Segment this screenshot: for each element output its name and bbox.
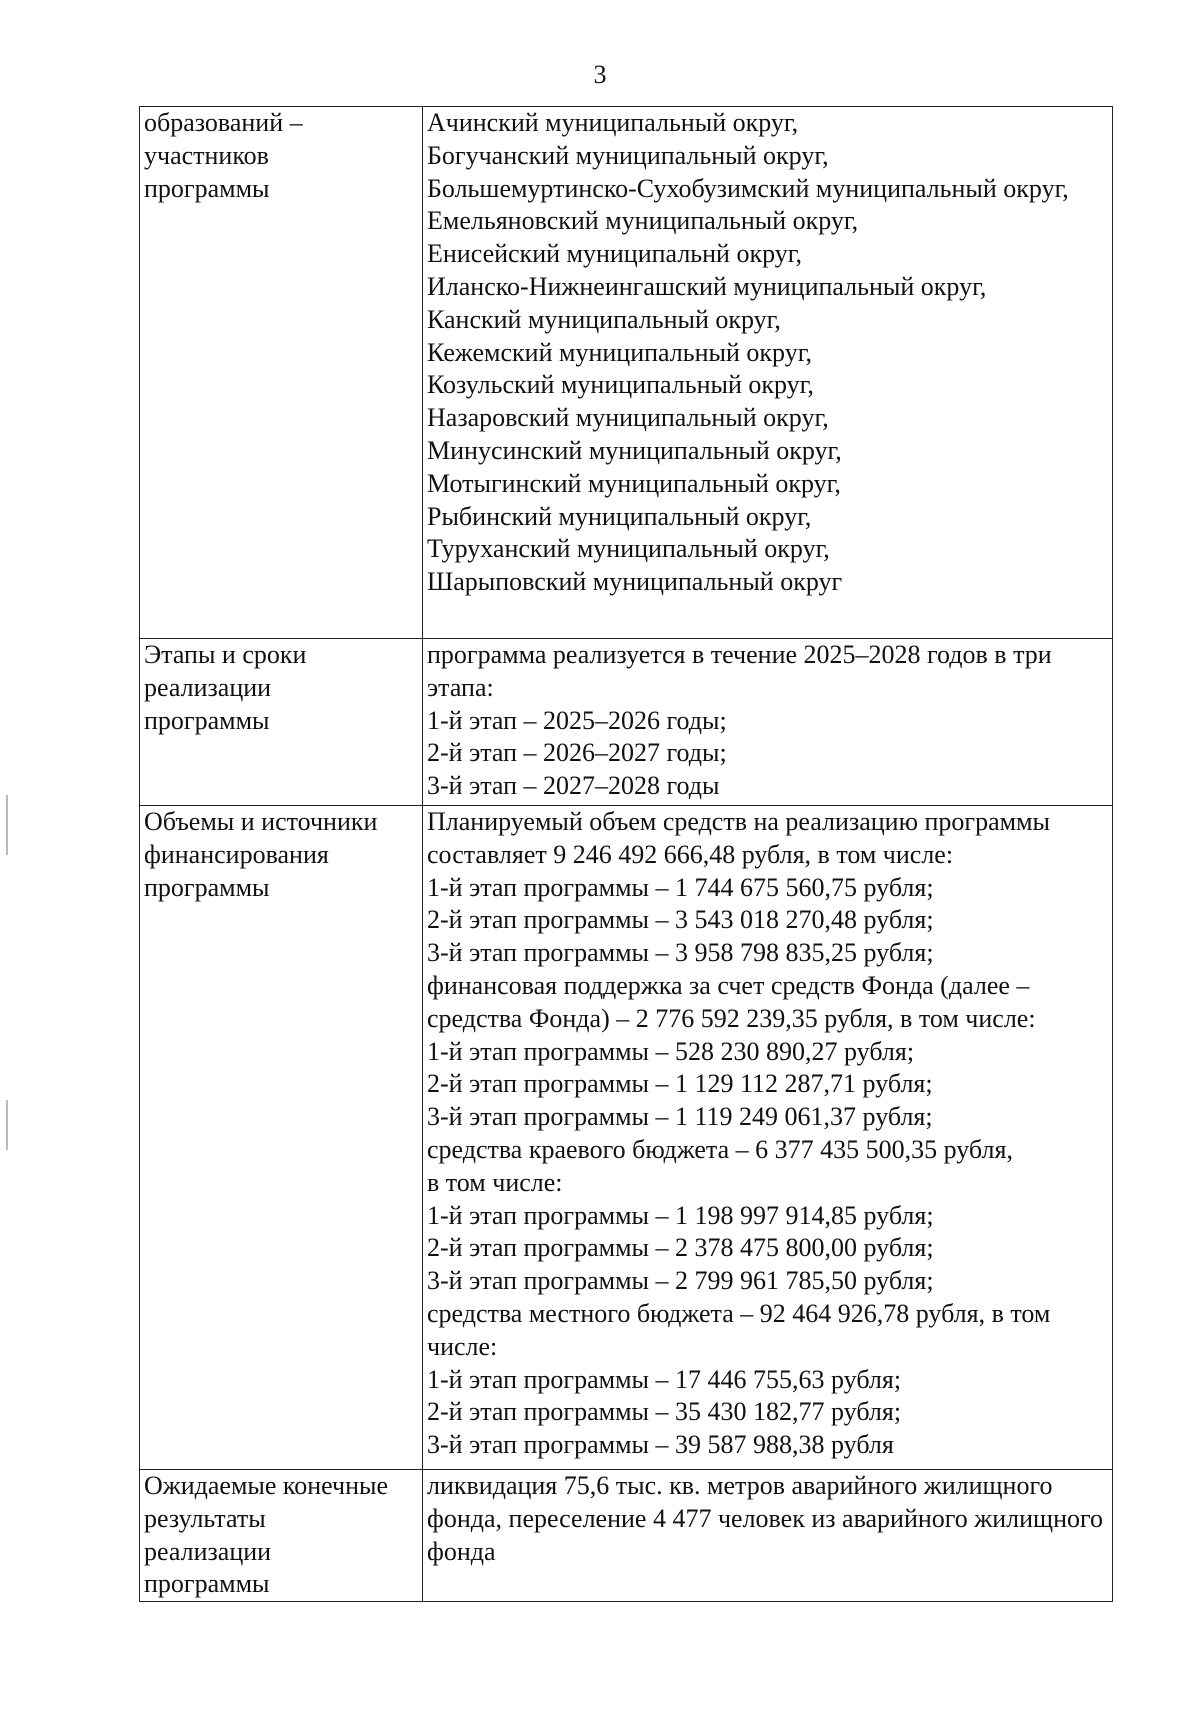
stage-item: 1-й этап – 2025–2026 годы;	[427, 705, 727, 735]
fund-source: финансовая поддержка за счет средств Фонда (далее – средства Фонда) – 2 776 592 239,35 рубля, в том числе:	[427, 970, 1036, 1033]
label-line: программы	[144, 173, 270, 203]
funding-item: 2-й этап программы – 35 430 182,77 рубля;	[427, 1397, 902, 1427]
label-line: финансирования	[144, 839, 329, 869]
district-item: Кежемский муниципальный округ,	[427, 337, 812, 367]
label-line: программы	[144, 1569, 270, 1599]
row-content	[423, 1470, 1113, 1602]
funding-text: в том числе:	[427, 1167, 563, 1197]
row-content	[423, 107, 1113, 639]
label-line: программы	[144, 872, 270, 902]
district-item: Емельяновский муниципальный округ,	[427, 206, 859, 236]
district-item: Большемуртинско-Сухобузимский муниципальный округ,	[427, 173, 1069, 203]
scan-margin-mark	[6, 1100, 8, 1150]
district-item: Минусинский муниципальный округ,	[427, 435, 842, 465]
funding-item: 3-й этап программы – 3 958 798 835,25 рубля;	[427, 938, 934, 968]
district-item: Козульский муниципальный округ,	[427, 370, 814, 400]
funding-item: 3-й этап программы – 39 587 988,38 рубля	[427, 1430, 894, 1460]
stage-text: программа реализуется в течение 2025–2028 годов в три этапа:	[427, 640, 1052, 702]
table-row-funding	[140, 806, 1113, 1470]
row-label	[140, 806, 423, 1470]
row-label	[140, 1470, 423, 1602]
stage-item: 2-й этап – 2026–2027 годы;	[427, 738, 727, 768]
district-item: Ачинский муниципальный округ,	[427, 108, 799, 137]
funding-item: 2-й этап программы – 2 378 475 800,00 рубля;	[427, 1233, 934, 1263]
label-line: образований –	[144, 108, 303, 137]
label-line: реализации	[144, 1536, 272, 1566]
stage-item: 3-й этап – 2027–2028 годы	[427, 771, 720, 801]
district-item: Канский муниципальный округ,	[427, 304, 781, 334]
district-item: Иланско-Нижнеингашский муниципальный округ,	[427, 271, 987, 301]
district-item: Шарыповский муниципальный округ	[427, 567, 843, 597]
row-content	[423, 639, 1113, 806]
label-line: реализации	[144, 672, 272, 702]
funding-item: 1-й этап программы – 1 198 997 914,85 рубля;	[427, 1200, 934, 1230]
district-item: Назаровский муниципальный округ,	[427, 403, 829, 433]
row-content	[423, 806, 1113, 1470]
label-line: результаты	[144, 1503, 266, 1533]
funding-item: 3-й этап программы – 2 799 961 785,50 рубля;	[427, 1266, 934, 1296]
regional-budget-source: средства краевого бюджета – 6 377 435 500,35 рубля,	[427, 1134, 1013, 1164]
scan-margin-mark	[6, 795, 8, 855]
district-item: Туруханский муниципальный округ,	[427, 534, 830, 564]
table-row-stages	[140, 639, 1113, 806]
funding-item: 1-й этап программы – 17 446 755,63 рубля;	[427, 1364, 902, 1394]
row-label	[140, 639, 423, 806]
expected-results-text: ликвидация 75,6 тыс. кв. метров аварийного жилищного фонда, переселение 4 477 человек из аварийного жилищного фонда	[427, 1471, 1104, 1566]
funding-total: Планируемый объем средств на реализацию программы составляет 9 246 492 666,48 рубля, в том числе:	[427, 807, 1050, 869]
district-item: Богучанский муниципальный округ,	[427, 140, 829, 170]
table-row-results	[140, 1470, 1113, 1602]
label-line: Этапы и сроки	[144, 640, 307, 669]
program-passport-table	[139, 106, 1113, 1602]
district-item: Енисейский муниципальнй округ,	[427, 239, 802, 269]
row-label	[140, 107, 423, 639]
local-budget-source: средства местного бюджета – 92 464 926,78 рубля, в том числе:	[427, 1298, 1051, 1361]
table-row-participants	[140, 107, 1113, 639]
district-item: Мотыгинский муниципальный округ,	[427, 468, 841, 498]
funding-item: 3-й этап программы – 1 119 249 061,37 рубля;	[427, 1102, 933, 1132]
funding-item: 1-й этап программы – 528 230 890,27 рубля;	[427, 1036, 915, 1066]
funding-item: 1-й этап программы – 1 744 675 560,75 рубля;	[427, 872, 934, 902]
label-line: программы	[144, 705, 270, 735]
label-line: участников	[144, 140, 269, 170]
label-line: Объемы и источники	[144, 807, 378, 836]
district-item: Рыбинский муниципальный округ,	[427, 501, 812, 531]
label-line: Ожидаемые конечные	[144, 1471, 389, 1500]
funding-item: 2-й этап программы – 3 543 018 270,48 рубля;	[427, 905, 934, 935]
page-number: 3	[593, 60, 607, 89]
funding-item: 2-й этап программы – 1 129 112 287,71 рубля;	[427, 1069, 933, 1099]
